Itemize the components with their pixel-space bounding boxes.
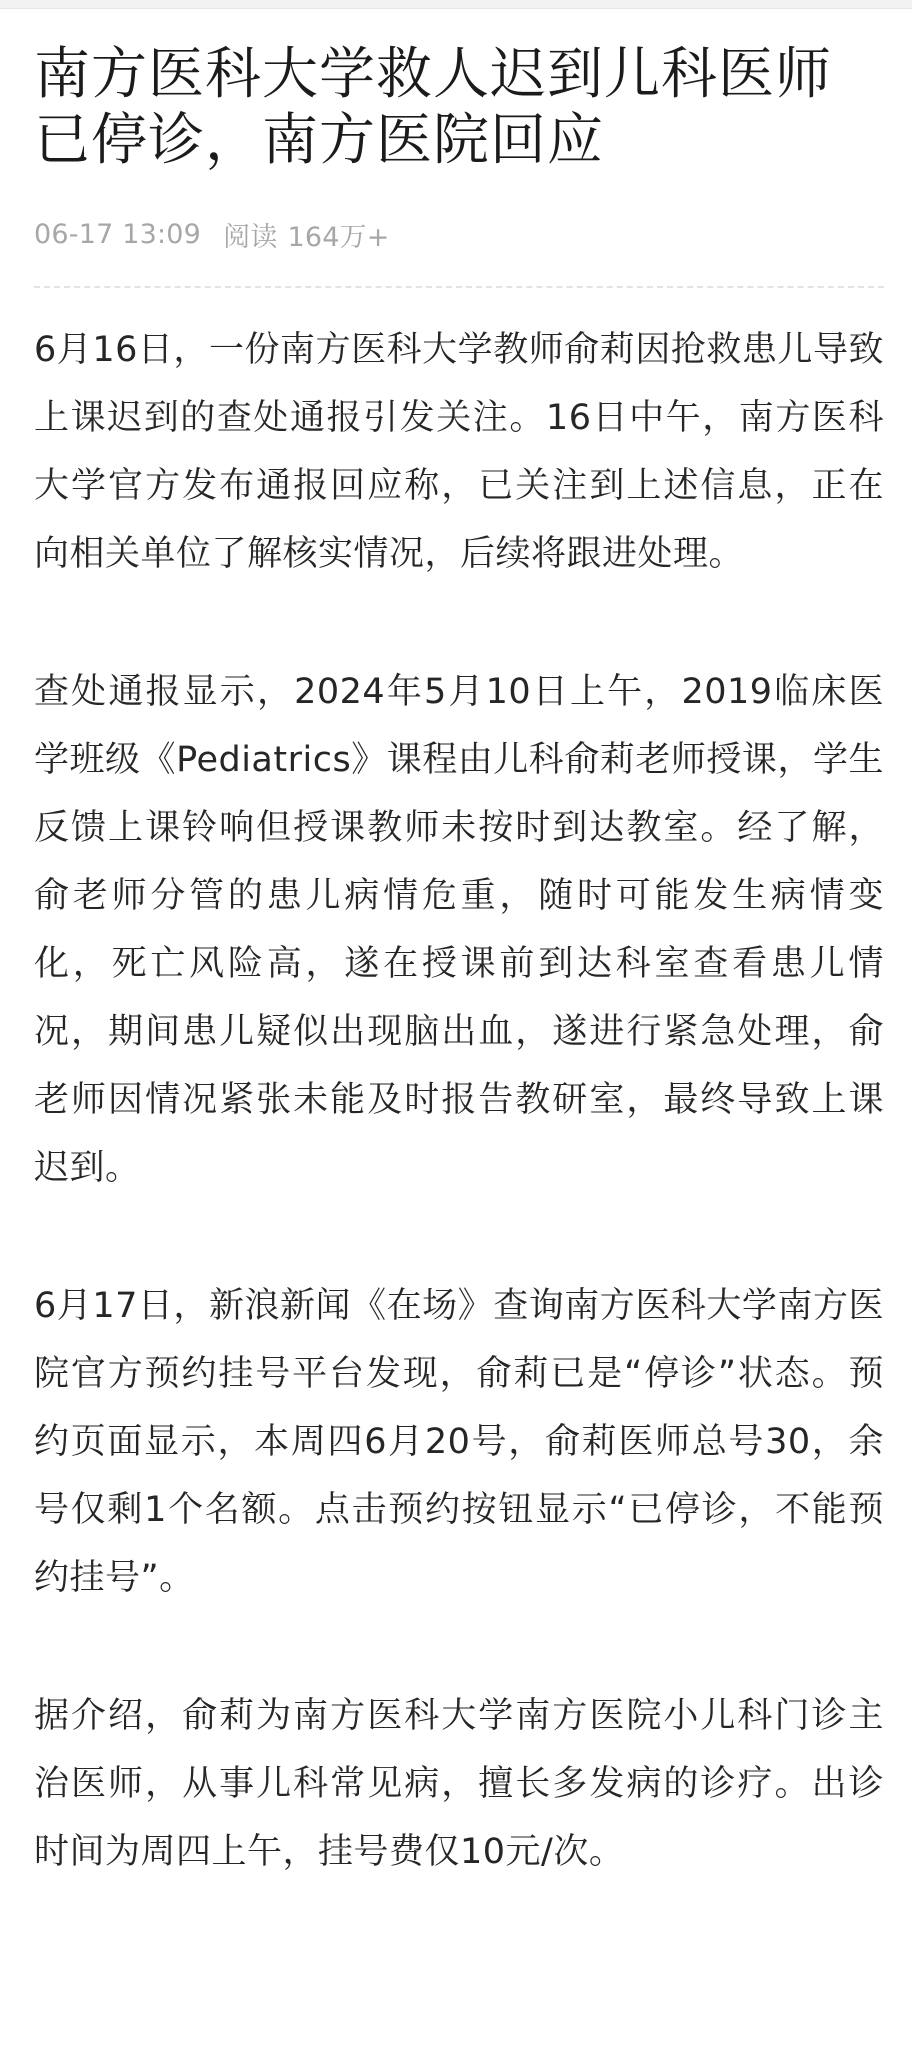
article-title: 南方医科大学救人迟到儿科医师已停诊，南方医院回应 [34, 42, 832, 173]
article-body [34, 316, 884, 1886]
article-meta [34, 214, 884, 254]
article [34, 42, 884, 1956]
paragraph-3: 6月17日，新浪新闻《在场》查询南方医科大学南方医院官方预约挂号平台发现，俞莉已是“停诊”状态。预约页面显示，本周四6月20号，俞莉医师总号30，余号仅剩1个名额。点击预约按钮显示“已停诊，不能预约挂号”。 [34, 1286, 884, 1598]
paragraph-4: 据介绍，俞莉为南方医科大学南方医院小儿科门诊主治医师，从事儿科常见病，擅长多发病的诊疗。出诊时间为周四上午，挂号费仅10元/次。 [34, 1696, 884, 1872]
paragraph-2: 查处通报显示，2024年5月10日上午，2019临床医学班级《Pediatrics》课程由儿科俞莉老师授课，学生反馈上课铃响但授课教师未按时到达教室。经了解，俞老师分管的患儿病情危重，随时可能发生病情变化，死亡风险高，遂在授课前到达科室查看患儿情况，期间患儿疑似出现脑出血，遂进行紧急处理，俞老师因情况紧张未能及时报告教研室，最终导致上课迟到。 [34, 672, 884, 1188]
read-count-label: 阅读 [223, 221, 278, 253]
meta-divider [34, 286, 884, 288]
paragraph-1: 6月16日，一份南方医科大学教师俞莉因抢救患儿导致上课迟到的查处通报引发关注。16日中午，南方医科大学官方发布通报回应称，已关注到上述信息，正在向相关单位了解核实情况，后续将跟进处理。 [34, 330, 884, 574]
publish-time: 06-17 13:09 [34, 218, 202, 250]
top-edge [0, 0, 912, 9]
read-count: 164万+ [287, 221, 390, 253]
